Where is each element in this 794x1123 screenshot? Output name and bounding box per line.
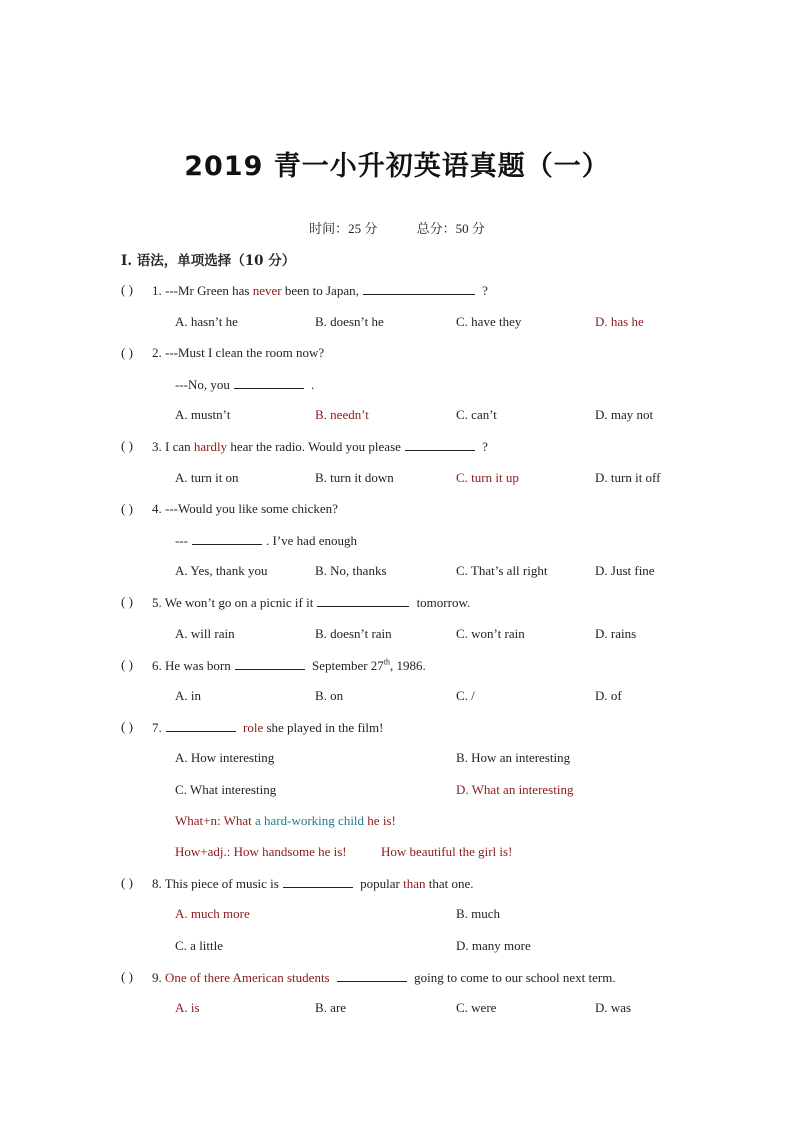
answer-paren: ( ): [121, 657, 133, 672]
answer-paren: ( ): [121, 875, 133, 890]
grammar-note: How beautiful the girl is!: [381, 844, 513, 859]
option-a[interactable]: A. hasn’t he: [175, 314, 238, 329]
grammar-note: What+n: What a hard-working child he is!: [175, 813, 396, 828]
option-a[interactable]: A. in: [175, 688, 201, 703]
option-d[interactable]: D. many more: [456, 938, 531, 953]
question-stem: 9. One of there American students going to come to our school next term.: [152, 970, 616, 985]
question-line: ---No, you .: [175, 377, 315, 392]
option-c[interactable]: C. were: [456, 1000, 497, 1015]
option-d[interactable]: D. has he: [595, 314, 644, 329]
answer-blank[interactable]: [317, 594, 409, 607]
option-c[interactable]: C. won’t rain: [456, 626, 525, 641]
option-b[interactable]: B. on: [315, 688, 344, 703]
option-a[interactable]: A. How interesting: [175, 750, 275, 765]
question-stem: 4. ---Would you like some chicken?: [152, 501, 338, 516]
section-heading: I. 语法，单项选择（10 分）: [121, 253, 296, 269]
answer-paren: ( ): [121, 969, 133, 984]
answer-paren: ( ): [121, 719, 133, 734]
question-stem: 6. He was born September 27th, 1986.: [152, 657, 426, 673]
question-line: --- . I’ve had enough: [175, 533, 357, 548]
option-c[interactable]: C. a little: [175, 938, 224, 953]
option-a[interactable]: A. is: [175, 1000, 200, 1015]
option-b[interactable]: B. How an interesting: [456, 750, 571, 765]
option-c[interactable]: C. /: [456, 688, 475, 703]
option-d[interactable]: D. turn it off: [595, 470, 661, 485]
option-d[interactable]: D. may not: [595, 407, 654, 422]
option-a[interactable]: A. will rain: [175, 626, 235, 641]
time-limit: 时间：25 分: [309, 221, 378, 236]
option-b[interactable]: B. needn’t: [315, 407, 369, 422]
option-c[interactable]: C. What interesting: [175, 782, 277, 797]
answer-blank[interactable]: [363, 282, 475, 295]
answer-blank[interactable]: [192, 532, 262, 545]
question-stem: 3. I can hardly hear the radio. Would you please ?: [152, 439, 488, 454]
answer-paren: ( ): [121, 438, 133, 453]
grammar-note: How+adj.: How handsome he is!: [175, 844, 347, 859]
answer-paren: ( ): [121, 282, 133, 297]
option-d[interactable]: D. Just fine: [595, 563, 655, 578]
option-d[interactable]: D. What an interesting: [456, 782, 574, 797]
question-stem: 1. ---Mr Green has never been to Japan, ?: [152, 283, 488, 298]
answer-blank[interactable]: [234, 376, 304, 389]
question-stem: 8. This piece of music is popular than that one.: [152, 876, 474, 891]
option-b[interactable]: B. doesn’t rain: [315, 626, 392, 641]
option-a[interactable]: A. turn it on: [175, 470, 239, 485]
exam-meta: [0, 218, 794, 237]
option-b[interactable]: B. much: [456, 906, 501, 921]
answer-paren: ( ): [121, 345, 133, 360]
question-stem: 5. We won’t go on a picnic if it tomorrow.: [152, 595, 471, 610]
answer-blank[interactable]: [235, 657, 305, 670]
option-c[interactable]: C. can’t: [456, 407, 497, 422]
option-a[interactable]: A. Yes, thank you: [175, 563, 268, 578]
answer-blank[interactable]: [166, 719, 236, 732]
option-d[interactable]: D. of: [595, 688, 622, 703]
answer-blank[interactable]: [405, 438, 475, 451]
option-b[interactable]: B. doesn’t he: [315, 314, 384, 329]
option-b[interactable]: B. turn it down: [315, 470, 394, 485]
option-a[interactable]: A. much more: [175, 906, 250, 921]
answer-blank[interactable]: [337, 969, 407, 982]
question-stem: 7. role she played in the film!: [152, 720, 384, 735]
option-d[interactable]: D. was: [595, 1000, 632, 1015]
answer-blank[interactable]: [283, 875, 353, 888]
question-stem: 2. ---Must I clean the room now?: [152, 345, 325, 360]
option-c[interactable]: C. That’s all right: [456, 563, 548, 578]
option-b[interactable]: B. No, thanks: [315, 563, 387, 578]
option-c[interactable]: C. have they: [456, 314, 522, 329]
option-a[interactable]: A. mustn’t: [175, 407, 231, 422]
option-d[interactable]: D. rains: [595, 626, 637, 641]
answer-paren: ( ): [121, 501, 133, 516]
page-title: 2019 青一小升初英语真题（一）: [184, 151, 610, 182]
total-score: 总分：50 分: [416, 221, 485, 236]
answer-paren: ( ): [121, 594, 133, 609]
option-b[interactable]: B. are: [315, 1000, 347, 1015]
option-c[interactable]: C. turn it up: [456, 470, 519, 485]
